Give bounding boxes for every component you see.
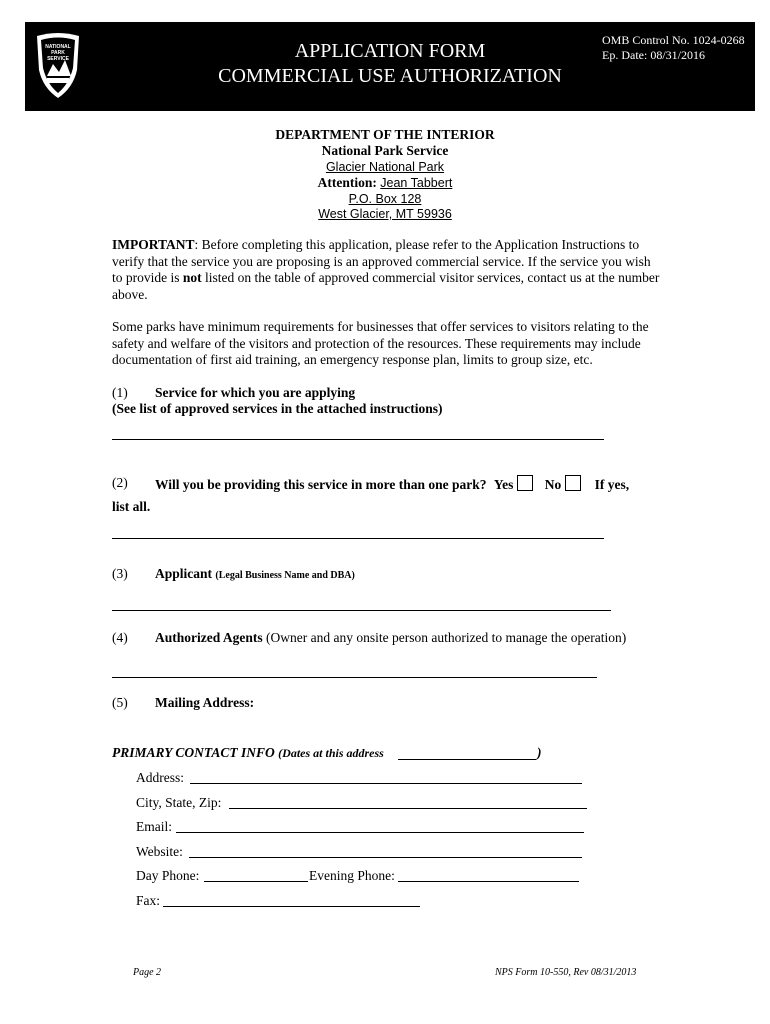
q4-sub: (Owner and any onsite person authorized to manage the operation)	[266, 630, 627, 645]
department-name: DEPARTMENT OF THE INTERIOR	[275, 127, 495, 142]
q2-yes-label: Yes	[493, 477, 514, 492]
fax-field[interactable]	[163, 906, 420, 907]
q2-question	[155, 475, 629, 493]
form-subtitle: COMMERCIAL USE AUTHORIZATION	[218, 65, 562, 87]
important-text-2: listed on the table of approved commercial visitor services, contact us at the number above.	[112, 270, 660, 302]
q2-number: (2)	[112, 475, 128, 490]
q2-no-label: No	[544, 477, 562, 492]
primary-contact-heading	[112, 745, 384, 761]
city-state-zip-field[interactable]	[229, 808, 587, 809]
po-box: P.O. Box 128	[348, 192, 422, 206]
form-number: NPS Form 10-550, Rev 08/31/2013	[495, 967, 637, 978]
logo-line-2: PARK	[51, 50, 65, 56]
q1-answer-line[interactable]	[112, 439, 604, 440]
dates-answer-line[interactable]	[398, 759, 536, 760]
q3-label: Applicant	[155, 566, 213, 581]
omb-info	[602, 33, 745, 63]
agency-name: National Park Service	[321, 143, 449, 158]
expiration-date: Ep. Date: 08/31/2016	[602, 48, 705, 62]
evening-phone-label: Evening Phone:	[309, 868, 395, 883]
address-field[interactable]	[190, 783, 582, 784]
q1-number: (1)	[112, 385, 128, 400]
q2-label: Will you be providing this service in more than one park?	[155, 477, 487, 492]
q3-question	[155, 566, 355, 584]
omb-control-number: OMB Control No. 1024-0268	[602, 33, 745, 47]
website-label: Website:	[136, 844, 183, 859]
q4-answer-line[interactable]	[112, 677, 597, 678]
logo-line-1: NATIONAL	[45, 44, 71, 50]
fax-label: Fax:	[136, 893, 161, 908]
website-field[interactable]	[189, 857, 582, 858]
attention-name: Jean Tabbert	[380, 176, 453, 190]
q4-label: Authorized Agents	[155, 630, 263, 645]
primary-contact-label: PRIMARY CONTACT INFO	[112, 745, 275, 760]
q3-number: (3)	[112, 566, 128, 581]
park-city: West Glacier, MT 59936	[318, 207, 452, 221]
q4-question	[155, 630, 626, 646]
q1-sub: (See list of approved services in the attached instructions)	[112, 401, 443, 416]
q1-label: Service for which you are applying	[155, 385, 356, 400]
requirements-paragraph: Some parks have minimum requirements for businesses that offer services to visitors relating to the safety and welfare of the visitors and protection of the resources. These requirements may include documentation of first aid training, an emergency response plan, limits to group size, etc.	[112, 319, 649, 367]
day-phone-field[interactable]	[204, 881, 308, 882]
address-label: Address:	[136, 770, 184, 785]
dates-close: )	[537, 745, 542, 760]
attention-label: Attention:	[317, 175, 377, 190]
logo-line-3: SERVICE	[47, 56, 69, 62]
email-field[interactable]	[176, 832, 584, 833]
email-label: Email:	[136, 819, 172, 834]
important-label: IMPORTANT	[112, 237, 195, 252]
q2-list-all: list all.	[112, 499, 151, 514]
important-text-1: : Before completing this application, please refer to the Application Instructions to verify that the service you are proposing is an approved commercial service. If the service you wish to provide is	[112, 237, 651, 285]
page-number: Page 2	[133, 967, 162, 978]
q5-label: Mailing Address:	[155, 695, 255, 710]
day-phone-label: Day Phone:	[136, 868, 200, 883]
q3-answer-line[interactable]	[112, 610, 611, 611]
q4-number: (4)	[112, 630, 128, 645]
yes-checkbox[interactable]	[517, 475, 533, 491]
park-name: Glacier National Park	[325, 160, 445, 174]
no-checkbox[interactable]	[565, 475, 581, 491]
form-title: APPLICATION FORM	[294, 40, 486, 62]
dates-label: (Dates at this address	[278, 746, 384, 760]
important-not: not	[182, 270, 202, 285]
important-paragraph	[112, 237, 660, 303]
q5-number: (5)	[112, 695, 128, 710]
q3-sub: (Legal Business Name and DBA)	[215, 570, 355, 581]
q2-answer-line[interactable]	[112, 538, 604, 539]
q2-if-yes: If yes,	[594, 477, 630, 492]
city-state-zip-label: City, State, Zip:	[136, 795, 222, 810]
evening-phone-field[interactable]	[398, 881, 579, 882]
form-header	[25, 22, 755, 111]
